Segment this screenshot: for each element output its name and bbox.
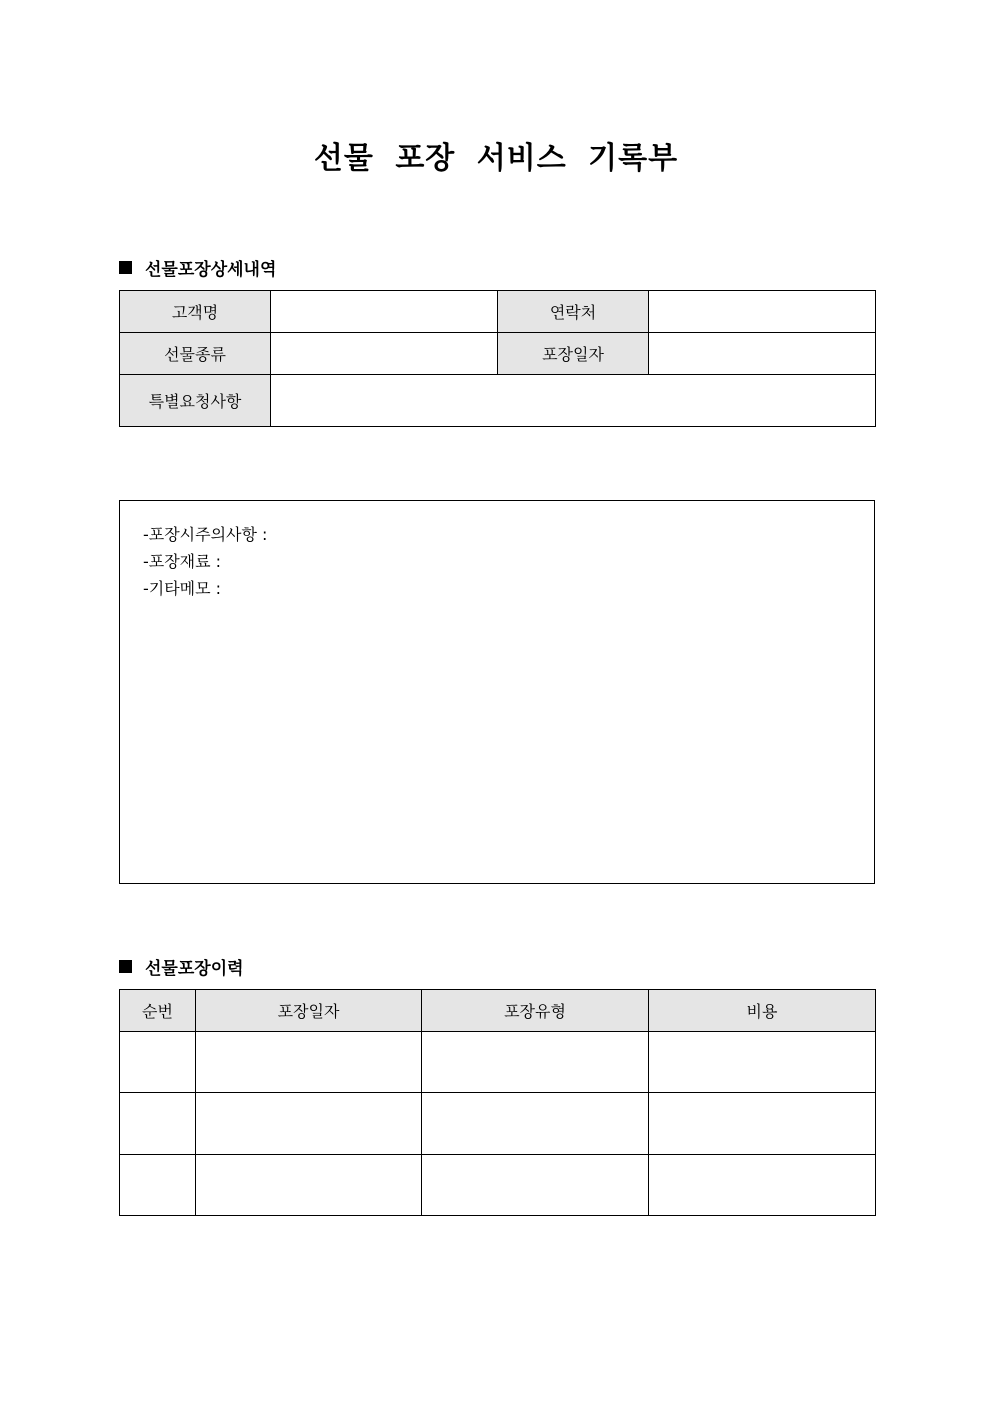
gift-type-label: 선물종류 <box>120 333 271 375</box>
detail-row <box>120 291 876 333</box>
special-request-label: 특별요청사항 <box>120 375 271 427</box>
memo-box[interactable] <box>119 500 875 884</box>
table-cell[interactable] <box>196 1155 422 1216</box>
contact-field[interactable] <box>649 291 876 333</box>
history-header-row <box>120 990 876 1032</box>
table-cell[interactable] <box>649 1155 876 1216</box>
memo-line-other: -기타메모 : <box>143 579 222 598</box>
detail-row <box>120 333 876 375</box>
detail-row <box>120 375 876 427</box>
history-table <box>119 989 876 1216</box>
page-title: 선물 포장 서비스 기록부 <box>313 141 679 176</box>
customer-name-field[interactable] <box>271 291 498 333</box>
detail-section-heading <box>119 255 276 280</box>
table-cell[interactable] <box>120 1093 196 1155</box>
square-bullet-icon <box>119 960 132 973</box>
special-request-field[interactable] <box>271 375 876 427</box>
table-cell[interactable] <box>422 1032 649 1093</box>
gift-type-field[interactable] <box>271 333 498 375</box>
memo-line-materials: -포장재료 : <box>143 552 222 571</box>
table-cell[interactable] <box>120 1032 196 1093</box>
column-header-number: 순번 <box>120 990 196 1032</box>
table-cell[interactable] <box>196 1032 422 1093</box>
history-section-heading <box>119 954 244 979</box>
wrap-date-label: 포장일자 <box>498 333 649 375</box>
table-cell[interactable] <box>120 1155 196 1216</box>
table-cell[interactable] <box>649 1032 876 1093</box>
square-bullet-icon <box>119 261 132 274</box>
history-section-heading-text: 선물포장이력 <box>145 959 244 979</box>
table-cell[interactable] <box>196 1093 422 1155</box>
contact-label: 연락처 <box>498 291 649 333</box>
column-header-wrap-type: 포장유형 <box>422 990 649 1032</box>
detail-section-heading-text: 선물포장상세내역 <box>145 260 277 280</box>
column-header-wrap-date: 포장일자 <box>196 990 422 1032</box>
table-row <box>120 1093 876 1155</box>
column-header-cost: 비용 <box>649 990 876 1032</box>
table-cell[interactable] <box>649 1093 876 1155</box>
memo-lines <box>143 521 267 602</box>
memo-line-caution: -포장시주의사항 : <box>143 525 268 544</box>
wrap-date-field[interactable] <box>649 333 876 375</box>
table-row <box>120 1155 876 1216</box>
table-cell[interactable] <box>422 1093 649 1155</box>
customer-name-label: 고객명 <box>120 291 271 333</box>
table-cell[interactable] <box>422 1155 649 1216</box>
detail-table <box>119 290 876 427</box>
table-row <box>120 1032 876 1093</box>
